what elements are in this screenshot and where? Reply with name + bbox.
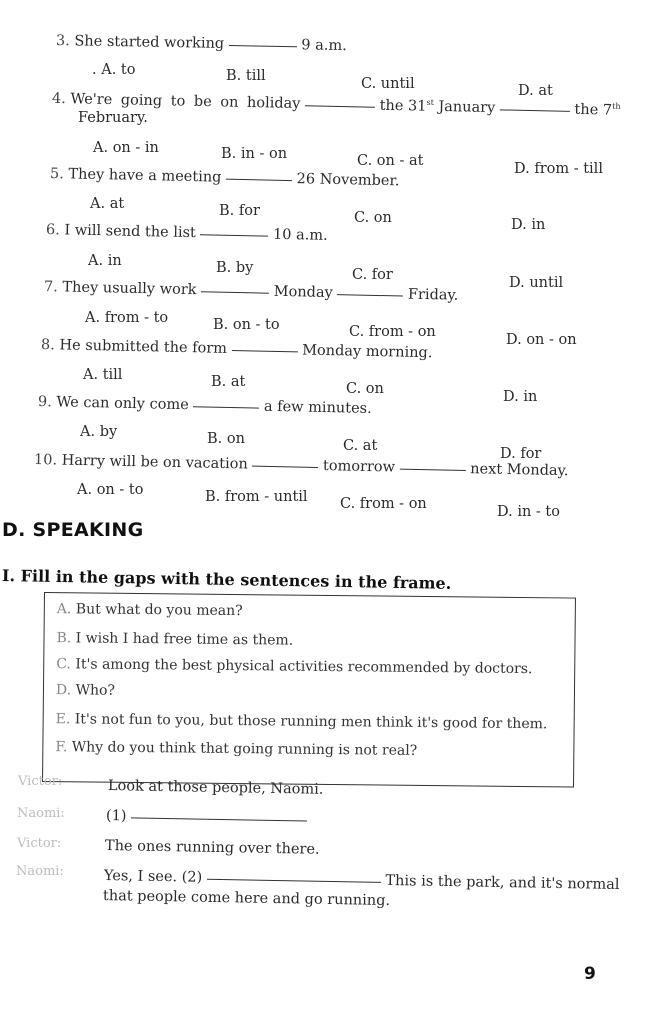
option-d[interactable]: D. in - to: [497, 504, 560, 520]
question-number: 9.: [37, 394, 53, 411]
option-b[interactable]: B. till: [226, 68, 266, 84]
speaker-label: Victor:: [17, 836, 62, 851]
dialogue-line-continued: that people come here and go running.: [102, 888, 391, 910]
question-9: [38, 394, 372, 417]
question-number: 5.: [49, 166, 65, 183]
question-text: He submitted the form: [59, 337, 228, 357]
frame-item-text: Why do you think that going running is not real?: [71, 739, 418, 759]
option-a[interactable]: A. on - in: [93, 140, 159, 156]
option-b[interactable]: B. in - on: [221, 146, 288, 162]
frame-item-text: It's not fun to you, but those running men think it's good for them.: [74, 711, 548, 733]
gap-number: (1): [105, 808, 127, 825]
option-c[interactable]: C. for: [352, 267, 393, 283]
answer-blank[interactable]: [131, 816, 307, 821]
task-instruction: Fill in the gaps with the sentences in the frame.: [20, 566, 452, 593]
option-c[interactable]: C. until: [361, 76, 415, 92]
frame-item-c: [56, 656, 532, 677]
frame-item-text: It's among the best physical activities recommended by doctors.: [75, 656, 533, 678]
answer-blank[interactable]: [226, 178, 292, 181]
answer-blank[interactable]: [201, 290, 269, 293]
answer-blank[interactable]: [229, 44, 297, 47]
answer-blank[interactable]: [400, 468, 466, 471]
option-b[interactable]: B. at: [211, 374, 246, 390]
question-text: We're going to be on holiday: [70, 91, 301, 113]
question-4-continued: February.: [78, 110, 148, 126]
option-b[interactable]: B. for: [219, 203, 260, 219]
question-text: Friday.: [407, 286, 459, 304]
answer-blank[interactable]: [207, 878, 381, 883]
option-c[interactable]: C. from - on: [340, 496, 427, 512]
question-text: 26 November.: [296, 171, 400, 190]
answer-blank[interactable]: [193, 405, 259, 408]
question-text: We can only come: [56, 394, 189, 414]
question-text: Monday: [273, 283, 333, 302]
speaker-label: Naomi:: [16, 864, 64, 879]
speaker-label: Naomi:: [17, 806, 65, 821]
dialogue-line: [106, 808, 307, 828]
option-a[interactable]: A. on - to: [77, 482, 144, 498]
dialogue-text: Yes, I see. (2): [103, 868, 203, 886]
question-text: 10 a.m.: [272, 226, 328, 244]
question-number: 7.: [43, 279, 59, 296]
section-title: . SPEAKING: [18, 519, 144, 541]
option-a[interactable]: A. at: [90, 196, 125, 212]
question-number: 8.: [40, 337, 56, 354]
task-heading: [2, 566, 452, 593]
question-number: 6.: [45, 222, 61, 239]
frame-item-label: E.: [55, 711, 71, 728]
frame-item-e: [56, 711, 548, 732]
option-a[interactable]: A. till: [83, 367, 123, 383]
question-7: [44, 279, 459, 304]
option-c[interactable]: C. from - on: [349, 324, 436, 340]
option-d[interactable]: D. until: [509, 275, 564, 291]
question-5: [50, 166, 400, 189]
option-d[interactable]: D. from - till: [514, 161, 603, 177]
answer-blank[interactable]: [200, 233, 268, 236]
frame-item-b: [56, 630, 293, 648]
option-a[interactable]: A. in: [88, 253, 122, 269]
frame-item-f: [55, 739, 417, 759]
question-text: the 7: [574, 101, 613, 119]
page-number: 9: [584, 964, 596, 984]
section-letter: D: [2, 519, 19, 541]
question-text: 9 a.m.: [301, 37, 347, 55]
section-heading: [2, 519, 144, 541]
option-d[interactable]: D. in: [511, 217, 546, 233]
question-text: Harry will be on vacation: [61, 452, 248, 473]
frame-item-text: Who?: [75, 682, 116, 699]
question-text: a few minutes.: [263, 398, 372, 417]
question-number: 10.: [33, 452, 58, 469]
option-d[interactable]: D. at: [518, 83, 553, 99]
frame-item-d: [56, 682, 115, 699]
question-text: They have a meeting: [68, 166, 222, 186]
answer-blank[interactable]: [500, 108, 570, 111]
option-b[interactable]: B. from - until: [205, 489, 308, 505]
frame-item-text: I wish I had free time as them.: [75, 630, 294, 649]
question-text: the 31: [379, 97, 427, 115]
question-number: 4.: [51, 90, 66, 108]
option-b[interactable]: B. by: [216, 260, 254, 276]
frame-item-text: But what do you mean?: [75, 601, 243, 620]
option-a[interactable]: A. from - to: [85, 310, 169, 326]
option-c[interactable]: C. on - at: [357, 153, 424, 169]
dialogue-line: The ones running over there.: [104, 838, 320, 858]
ordinal-suffix: th: [612, 101, 621, 111]
frame-item-a: [57, 601, 243, 619]
frame-item-label: B.: [56, 630, 72, 647]
sentence-frame: [42, 592, 576, 788]
frame-item-label: A.: [56, 601, 72, 618]
question-text: I will send the list: [64, 222, 197, 242]
question-text: tomorrow: [322, 458, 396, 476]
question-number: 3.: [55, 33, 70, 50]
option-b[interactable]: B. on - to: [213, 317, 280, 333]
question-6: [46, 222, 328, 244]
frame-item-label: F.: [55, 739, 68, 756]
question-text: They usually work: [62, 279, 197, 299]
task-number: I.: [1, 566, 16, 586]
frame-item-label: C.: [56, 656, 72, 673]
dialogue-text: This is the park, and it's normal: [385, 872, 620, 893]
answer-blank[interactable]: [232, 349, 298, 352]
speaker-label: Victor:: [18, 774, 63, 789]
option-c[interactable]: C. on: [354, 210, 392, 226]
frame-item-label: D.: [55, 682, 72, 699]
question-text: She started working: [74, 33, 225, 52]
answer-blank[interactable]: [305, 104, 375, 107]
ordinal-suffix: st: [426, 97, 434, 107]
option-a[interactable]: A. by: [80, 424, 118, 440]
question-3: [56, 33, 347, 54]
option-c[interactable]: C. at: [343, 438, 378, 454]
question-8: [41, 337, 433, 361]
answer-blank[interactable]: [252, 465, 318, 468]
question-text: next Monday.: [470, 461, 569, 480]
option-d[interactable]: D. for: [500, 446, 542, 462]
question-10: [34, 452, 569, 479]
option-c[interactable]: C. on: [346, 381, 384, 397]
option-b[interactable]: B. on: [207, 431, 245, 447]
question-text: January: [438, 98, 496, 117]
option-d[interactable]: D. in: [503, 389, 538, 405]
option-d[interactable]: D. on - on: [506, 332, 577, 348]
option-a[interactable]: . A. to: [92, 62, 136, 78]
question-text: Monday morning.: [301, 342, 433, 362]
dialogue-line: Look at those people, Naomi.: [107, 778, 324, 798]
answer-blank[interactable]: [337, 293, 403, 296]
